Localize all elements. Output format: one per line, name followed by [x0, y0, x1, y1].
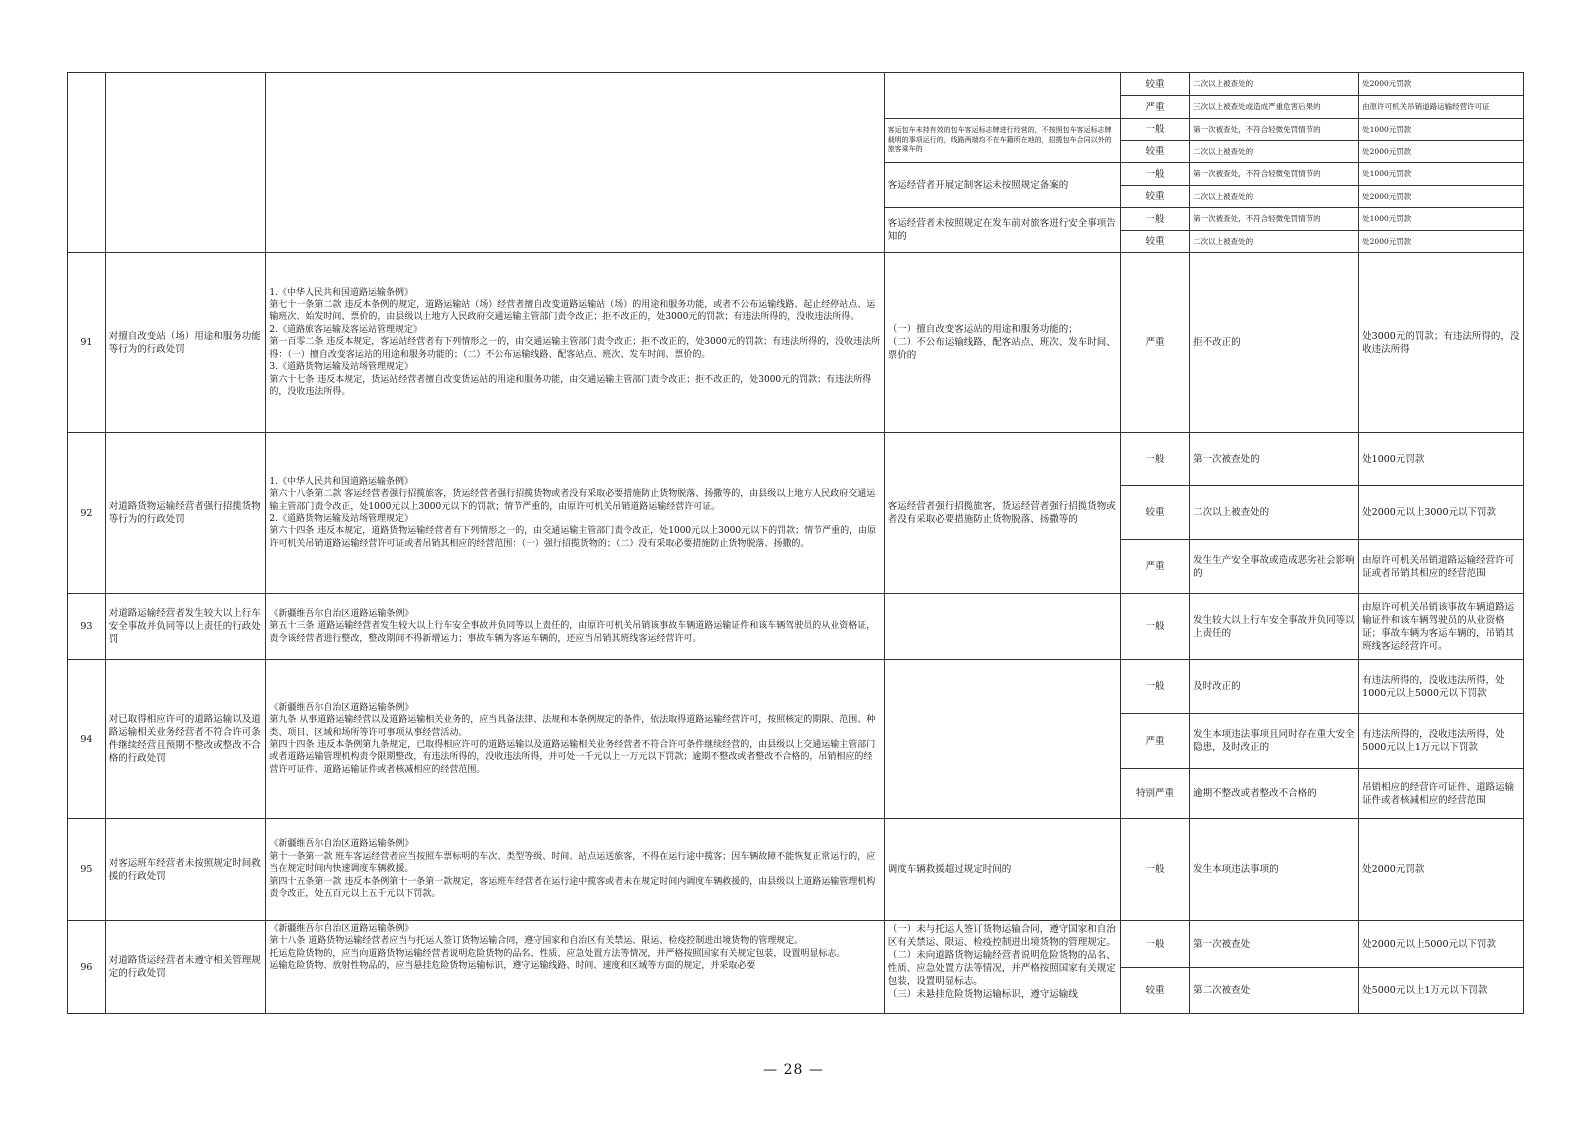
- level-cell: 严重: [1120, 253, 1189, 433]
- penalty-cell: 处1000元罚款: [1359, 119, 1524, 141]
- condition-cell: 二次以上被查处的: [1190, 231, 1359, 253]
- behavior-cell: 客运经营者强行招揽旅客，货运经营者强行招揽货物或者没有采取必要措施防止货物脱落、扬撒等的: [884, 433, 1120, 594]
- level-cell: 严重: [1120, 540, 1189, 594]
- penalty-cell: 处2000元罚款: [1359, 141, 1524, 163]
- cont-basis-cell: [266, 73, 884, 253]
- table-row: [68, 921, 1524, 968]
- item-number: 95: [68, 819, 106, 921]
- item-name: 对已取得相应许可的道路运输以及道路运输相关业务经营者不符合许可条件继续经营且预期不整改或整改不合格的行政处罚: [105, 660, 266, 819]
- behavior-cell: 客运经营者未按照规定在发车前对旅客进行安全事项告知的: [884, 208, 1120, 253]
- condition-cell: 二次以上被查处的: [1190, 73, 1359, 96]
- level-cell: 较重: [1120, 486, 1189, 540]
- condition-cell: 发生本项违法事项且同时存在重大安全隐患，及时改正的: [1190, 714, 1359, 769]
- penalty-cell: 处2000元罚款: [1359, 73, 1524, 96]
- condition-cell: 三次以上被查处或造成严重危害后果的: [1190, 96, 1359, 119]
- behavior-cell: 客运经营者开展定制客运未按照规定备案的: [884, 163, 1120, 208]
- condition-cell: 发生较大以上行车安全事故并负同等以上责任的: [1190, 594, 1359, 660]
- condition-cell: 发生本项违法事项的: [1190, 819, 1359, 921]
- level-cell: 一般: [1120, 921, 1189, 968]
- level-cell: 一般: [1120, 433, 1189, 486]
- item-name: 对道路运输经营者发生较大以上行车安全事故并负同等以上责任的行政处罚: [105, 594, 266, 660]
- condition-cell: 拒不改正的: [1190, 253, 1359, 433]
- item-number: 91: [68, 253, 106, 433]
- legal-basis: 1.《中华人民共和国道路运输条例》 第六十八条第二款 客运经营者强行招揽旅客，货运经营者强行招揽货物或者没有采取必要措施防止货物脱落、扬撒等的，由县级以上地方人民政府交通运输主管部门责令改正，处1000元以上3000元以下的罚款；情节严重的，由原许可机关吊销道路运输经营许可证。 2.《道路货物运输及站场管理规定》 第六十四条 违反本规定，道路货物运输经营者有下列情形之一的，由交通运输主管部门责令改正，处1000元以上3000元以下的罚款；情节严重的，由原许可机关吊销道路运输经营许可证或者吊销其相应的经营范围：（一）强行招揽货物的；（二）没有采取必要措施防止货物脱落、扬撒的。: [266, 433, 884, 594]
- penalty-cell: 由原许可机关吊销道路运输经营许可证: [1359, 96, 1524, 119]
- level-cell: 一般: [1120, 119, 1189, 141]
- condition-cell: 第一次被查处的: [1190, 433, 1359, 486]
- behavior-text: （一）未与托运人签订货物运输合同，遵守国家和自治区有关禁运、限运、检疫控制进出境货物的管理规定。 （二）未向道路货物运输经营者说明危险货物的品名、性质、应急处置方法等情况，并严格按照国家有关规定包装，设置明显标志。 （三）未悬挂危险货物运输标识，遵守运输线: [887, 924, 1116, 1000]
- level-cell: 较重: [1120, 141, 1189, 163]
- item-name: 对道路货运经营者未遵守相关管理规定的行政处罚: [105, 921, 266, 1014]
- condition-cell: 第一次被查处，不符合轻微免罚情节的: [1190, 119, 1359, 141]
- level-cell: 较重: [1120, 968, 1189, 1014]
- legal-basis: [266, 921, 884, 1014]
- item-name: 对道路货物运输经营者强行招揽货物等行为的行政处罚: [105, 433, 266, 594]
- item-number: 93: [68, 594, 106, 660]
- penalty-cell: 处3000元的罚款；有违法所得的，没收违法所得: [1359, 253, 1524, 433]
- condition-cell: 第一次被查处: [1190, 921, 1359, 968]
- penalty-cell: 处5000元以上1万元以下罚款: [1359, 968, 1524, 1014]
- item-name: 对擅自改变站（场）用途和服务功能等行为的行政处罚: [105, 253, 266, 433]
- condition-cell: 二次以上被查处的: [1190, 141, 1359, 163]
- table-row: [68, 253, 1524, 433]
- legal-basis: 《新疆维吾尔自治区道路运输条例》 第九条 从事道路运输经营以及道路运输相关业务的，应当具备法律、法规和本条例规定的条件，依法取得道路运输经营许可，按照核定的期限、范围、种类、项目、区域和场所等许可事项从事经营活动。 第四十四条 违反本条例第九条规定，已取得相应许可的道路运输以及道路运输相关业务经营者不符合许可条件继续经营的，由县级以上交通运输主管部门或者道路运输管理机构责令限期整改，有违法所得的，没收违法所得，并可处一千元以上一万元以下罚款；逾期不整改或者整改不合格的，吊销相应的经营许可证件、道路运输证件或者核减相应的经营范围。: [266, 660, 884, 819]
- level-cell: 一般: [1120, 660, 1189, 714]
- legal-basis: 《新疆维吾尔自治区道路运输条例》 第十一条第一款 班车客运经营者应当按照车票标明的车次、类型等级、时间、站点运送旅客，不得在运行途中揽客；因车辆故障不能恢复正常运行的，应当在规定时间内快速调度车辆救援。 第四十五条第一款 违反本条例第十一条第一款规定，客运班车经营者在运行途中揽客或者未在规定时间内调度车辆救援的，由县级以上道路运输管理机构责令改正，处五百元以上五千元以下罚款。: [266, 819, 884, 921]
- condition-cell: 逾期不整改或者整改不合格的: [1190, 769, 1359, 819]
- condition-cell: 发生生产安全事故或造成恶劣社会影响的: [1190, 540, 1359, 594]
- behavior-cell: [884, 660, 1120, 819]
- item-name: 对客运班车经营者未按照规定时间救援的行政处罚: [105, 819, 266, 921]
- penalty-cell: 吊销相应的经营许可证件、道路运输证件或者核减相应的经营范围: [1359, 769, 1524, 819]
- penalty-cell: 处2000元罚款: [1359, 819, 1524, 921]
- penalty-cell: 处1000元罚款: [1359, 163, 1524, 186]
- legal-basis: 1.《中华人民共和国道路运输条例》 第七十一条第二款 违反本条例的规定，道路运输站（场）经营者擅自改变道路运输站（场）的用途和服务功能，或者不公布运输线路、起止经停站点、运输班次、始发时间、票价的，由县级以上地方人民政府交通运输主管部门责令改正；拒不改正的，处3000元的罚款；有违法所得的，没收违法所得。 2.《道路旅客运输及客运站管理规定》 第一百零二条 违反本规定，客运站经营者有下列情形之一的，由交通运输主管部门责令改正；拒不改正的，处3000元的罚款；有违法所得的，没收违法所得：（一）擅自改变客运站的用途和服务功能的；（二）不公布运输线路、配客站点、班次、发车时间、票价的。 3.《道路货物运输及站场管理规定》 第六十七条 违反本规定，货运站经营者擅自改变货运站的用途和服务功能，由交通运输主管部门责令改正；拒不改正的，处3000元的罚款；有违法所得的，没收违法所得。: [266, 253, 884, 433]
- table-row: [68, 660, 1524, 714]
- legal-basis: 《新疆维吾尔自治区道路运输条例》 第五十三条 道路运输经营者发生较大以上行车安全事故并负同等以上责任的，由原许可机关吊销该事故车辆道路运输证件和该车辆驾驶员的从业资格证，责令该经营者进行整改，整改期间不得新增运力；事故车辆为客运车辆的，还应当吊销其班线客运经营许可。: [266, 594, 884, 660]
- level-cell: 一般: [1120, 594, 1189, 660]
- penalty-cell: 由原许可机关吊销该事故车辆道路运输证件和该车辆驾驶员的从业资格证；事故车辆为客运车辆的，吊销其班线客运经营许可。: [1359, 594, 1524, 660]
- behavior-cell: 调度车辆救援超过规定时间的: [884, 819, 1120, 921]
- condition-cell: 二次以上被查处的: [1190, 486, 1359, 540]
- item-number: 96: [68, 921, 106, 1014]
- table-row: [68, 433, 1524, 486]
- condition-cell: 及时改正的: [1190, 660, 1359, 714]
- table-row: [68, 594, 1524, 660]
- behavior-cell: （一）擅自改变客运站的用途和服务功能的； （二）不公布运输线路、配客站点、班次、发车时间、票价的: [884, 253, 1120, 433]
- level-cell: 较重: [1120, 231, 1189, 253]
- cont-name-cell: [105, 73, 266, 253]
- page-number: — 28 —: [763, 1062, 824, 1078]
- penalty-cell: 处2000元罚款: [1359, 231, 1524, 253]
- penalty-cell: 有违法所得的，没收违法所得，处1000元以上5000元以下罚款: [1359, 660, 1524, 714]
- level-cell: 一般: [1120, 819, 1189, 921]
- penalty-cell: 处2000元罚款: [1359, 186, 1524, 208]
- cont-behavior-cell: [884, 73, 1120, 119]
- legal-basis-text: 《新疆维吾尔自治区道路运输条例》 第十八条 道路货物运输经营者应当与托运人签订货物运输合同，遵守国家和自治区有关禁运、限运、检疫控制进出境货物的管理规定。 托运危险货物的，应当向道路货物运输经营者说明危险货物的品名、性质、应急处置方法等情况，并严格按照国家有关规定包装，设置明显标志。 运输危险货物、放射性物品的，应当悬挂危险货物运输标识，遵守运输线路、时间、速度和区域等方面的规定，并采取必要: [269, 924, 846, 972]
- table-row: [68, 73, 1524, 96]
- condition-cell: 第二次被查处: [1190, 968, 1359, 1014]
- level-cell: 较重: [1120, 73, 1189, 96]
- item-number: 92: [68, 433, 106, 594]
- penalty-cell: 由原许可机关吊销道路运输经营许可证或者吊销其相应的经营范围: [1359, 540, 1524, 594]
- penalty-cell: 处1000元罚款: [1359, 208, 1524, 231]
- condition-cell: 第一次被查处，不符合轻微免罚情节的: [1190, 208, 1359, 231]
- penalty-cell: 处2000元以上3000元以下罚款: [1359, 486, 1524, 540]
- level-cell: 严重: [1120, 714, 1189, 769]
- behavior-cell: 客运包车未持有效的包车客运标志牌进行经营的，不按照包车客运标志牌载明的事项运行的，线路两端均不在车籍所在地的，招揽包车合同以外的旅客乘车的: [884, 119, 1120, 163]
- penalty-table: [67, 72, 1524, 1014]
- penalty-cell: 处1000元罚款: [1359, 433, 1524, 486]
- cont-no-cell: [68, 73, 106, 253]
- condition-cell: 第一次被查处，不符合轻微免罚情节的: [1190, 163, 1359, 186]
- level-cell: 一般: [1120, 208, 1189, 231]
- penalty-cell: 有违法所得的，没收违法所得，处5000元以上1万元以下罚款: [1359, 714, 1524, 769]
- level-cell: 一般: [1120, 163, 1189, 186]
- level-cell: 严重: [1120, 96, 1189, 119]
- level-cell: 较重: [1120, 186, 1189, 208]
- behavior-cell: [884, 594, 1120, 660]
- table-row: [68, 819, 1524, 921]
- condition-cell: 二次以上被查处的: [1190, 186, 1359, 208]
- item-number: 94: [68, 660, 106, 819]
- behavior-cell: [884, 921, 1120, 1014]
- level-cell: 特别严重: [1120, 769, 1189, 819]
- penalty-cell: 处2000元以上5000元以下罚款: [1359, 921, 1524, 968]
